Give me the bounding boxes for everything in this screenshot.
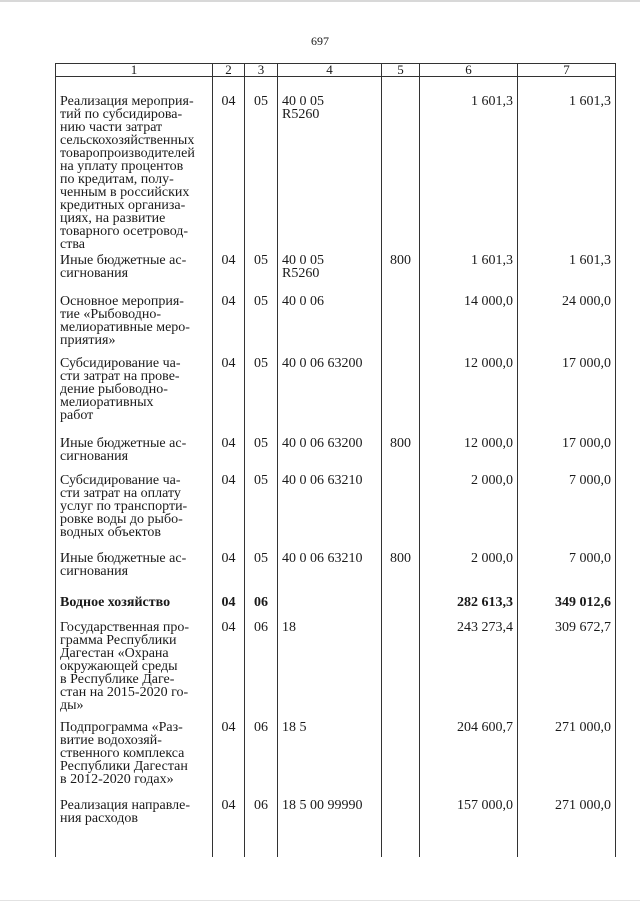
row-section-code: 04 xyxy=(213,290,245,352)
row-amount-year-2: 1 601,3 xyxy=(518,77,616,252)
row-subsection-code: 06 xyxy=(245,591,278,618)
row-name: Государственная про- грамма Республики Дагестан «Охрана окружающей среды в Республике Даге- стан на 2015-2020 го- ды» xyxy=(56,618,213,718)
row-amount-year-1: 282 613,3 xyxy=(420,591,518,618)
table-row xyxy=(56,796,616,857)
row-target-article xyxy=(278,591,382,618)
table-row xyxy=(56,434,616,470)
row-amount-year-1: 12 000,0 xyxy=(420,352,518,434)
row-name: Реализация направле- ния расходов xyxy=(56,796,213,857)
header-col-4: 4 xyxy=(278,64,382,77)
table-row xyxy=(56,352,616,434)
row-section-code: 04 xyxy=(213,796,245,857)
row-expense-type: 800 xyxy=(382,549,420,591)
row-amount-year-1: 157 000,0 xyxy=(420,796,518,857)
header-col-2: 2 xyxy=(213,64,245,77)
row-target-article: 18 xyxy=(278,618,382,718)
table-body xyxy=(56,77,616,858)
table-row xyxy=(56,718,616,796)
row-amount-year-2: 7 000,0 xyxy=(518,549,616,591)
table-row xyxy=(56,251,616,290)
table-row xyxy=(56,77,616,252)
header-col-7: 7 xyxy=(518,64,616,77)
row-amount-year-2: 349 012,6 xyxy=(518,591,616,618)
row-target-article: 40 0 06 63210 xyxy=(278,549,382,591)
table-row xyxy=(56,290,616,352)
row-subsection-code: 05 xyxy=(245,434,278,470)
row-amount-year-1: 1 601,3 xyxy=(420,77,518,252)
row-name: Иные бюджетные ас- сигнования xyxy=(56,251,213,290)
top-edge-rule xyxy=(0,0,640,2)
row-subsection-code: 05 xyxy=(245,77,278,252)
row-target-article: 40 0 06 xyxy=(278,290,382,352)
row-section-code: 04 xyxy=(213,718,245,796)
row-expense-type: 800 xyxy=(382,251,420,290)
row-section-code: 04 xyxy=(213,549,245,591)
row-subsection-code: 06 xyxy=(245,796,278,857)
table-row xyxy=(56,470,616,549)
row-amount-year-2: 271 000,0 xyxy=(518,796,616,857)
row-expense-type xyxy=(382,290,420,352)
row-amount-year-1: 243 273,4 xyxy=(420,618,518,718)
header-col-5: 5 xyxy=(382,64,420,77)
row-amount-year-1: 14 000,0 xyxy=(420,290,518,352)
row-subsection-code: 05 xyxy=(245,290,278,352)
row-subsection-code: 05 xyxy=(245,251,278,290)
row-expense-type xyxy=(382,352,420,434)
row-amount-year-1: 2 000,0 xyxy=(420,470,518,549)
row-name: Субсидирование ча- сти затрат на прове- дение рыбоводно- мелиоративных работ xyxy=(56,352,213,434)
row-section-code: 04 xyxy=(213,470,245,549)
header-col-3: 3 xyxy=(245,64,278,77)
row-amount-year-2: 17 000,0 xyxy=(518,434,616,470)
row-name: Подпрограмма «Раз- витие водохозяй- ственного комплекса Республики Дагестан в 2012-2020 годах» xyxy=(56,718,213,796)
row-expense-type xyxy=(382,470,420,549)
row-target-article: 40 0 05 R5260 xyxy=(278,251,382,290)
row-amount-year-2: 1 601,3 xyxy=(518,251,616,290)
row-section-code: 04 xyxy=(213,251,245,290)
row-amount-year-2: 309 672,7 xyxy=(518,618,616,718)
row-target-article: 40 0 05 R5260 xyxy=(278,77,382,252)
table-row xyxy=(56,591,616,618)
row-subsection-code: 05 xyxy=(245,470,278,549)
row-section-code: 04 xyxy=(213,591,245,618)
row-expense-type xyxy=(382,718,420,796)
row-expense-type: 800 xyxy=(382,434,420,470)
table-row xyxy=(56,549,616,591)
row-amount-year-1: 1 601,3 xyxy=(420,251,518,290)
row-name: Основное мероприя- тие «Рыбоводно- мелиоративные меро- приятия» xyxy=(56,290,213,352)
row-amount-year-1: 2 000,0 xyxy=(420,549,518,591)
row-amount-year-1: 204 600,7 xyxy=(420,718,518,796)
row-name: Субсидирование ча- сти затрат на оплату услуг по транспорти- ровке воды до рыбо- водных объектов xyxy=(56,470,213,549)
row-target-article: 18 5 xyxy=(278,718,382,796)
header-col-6: 6 xyxy=(420,64,518,77)
row-section-code: 04 xyxy=(213,618,245,718)
page-number: 697 xyxy=(311,34,329,48)
row-subsection-code: 05 xyxy=(245,549,278,591)
row-expense-type xyxy=(382,796,420,857)
row-amount-year-2: 7 000,0 xyxy=(518,470,616,549)
row-amount-year-2: 17 000,0 xyxy=(518,352,616,434)
row-target-article: 40 0 06 63210 xyxy=(278,470,382,549)
row-subsection-code: 05 xyxy=(245,352,278,434)
table-row xyxy=(56,618,616,718)
row-amount-year-2: 24 000,0 xyxy=(518,290,616,352)
row-target-article: 40 0 06 63200 xyxy=(278,434,382,470)
row-expense-type xyxy=(382,591,420,618)
row-target-article: 18 5 00 99990 xyxy=(278,796,382,857)
row-name: Иные бюджетные ас- сигнования xyxy=(56,549,213,591)
row-target-article: 40 0 06 63200 xyxy=(278,352,382,434)
row-section-code: 04 xyxy=(213,77,245,252)
bottom-edge-rule xyxy=(0,900,640,901)
budget-table xyxy=(55,63,616,857)
header-col-1: 1 xyxy=(56,64,213,77)
row-amount-year-2: 271 000,0 xyxy=(518,718,616,796)
row-amount-year-1: 12 000,0 xyxy=(420,434,518,470)
row-section-code: 04 xyxy=(213,352,245,434)
header-row xyxy=(56,64,616,77)
row-expense-type xyxy=(382,77,420,252)
row-subsection-code: 06 xyxy=(245,618,278,718)
row-name: Реализация мероприя- тий по субсидирова- нию части затрат сельскохозяйственных товаропроизводителей на уплату процентов по кредитам, полу- ченным в российских кредитных организа- циях, на развитие товарного осетровод- ства xyxy=(56,77,213,252)
row-section-code: 04 xyxy=(213,434,245,470)
row-subsection-code: 06 xyxy=(245,718,278,796)
row-expense-type xyxy=(382,618,420,718)
row-name: Иные бюджетные ас- сигнования xyxy=(56,434,213,470)
row-name: Водное хозяйство xyxy=(56,591,213,618)
